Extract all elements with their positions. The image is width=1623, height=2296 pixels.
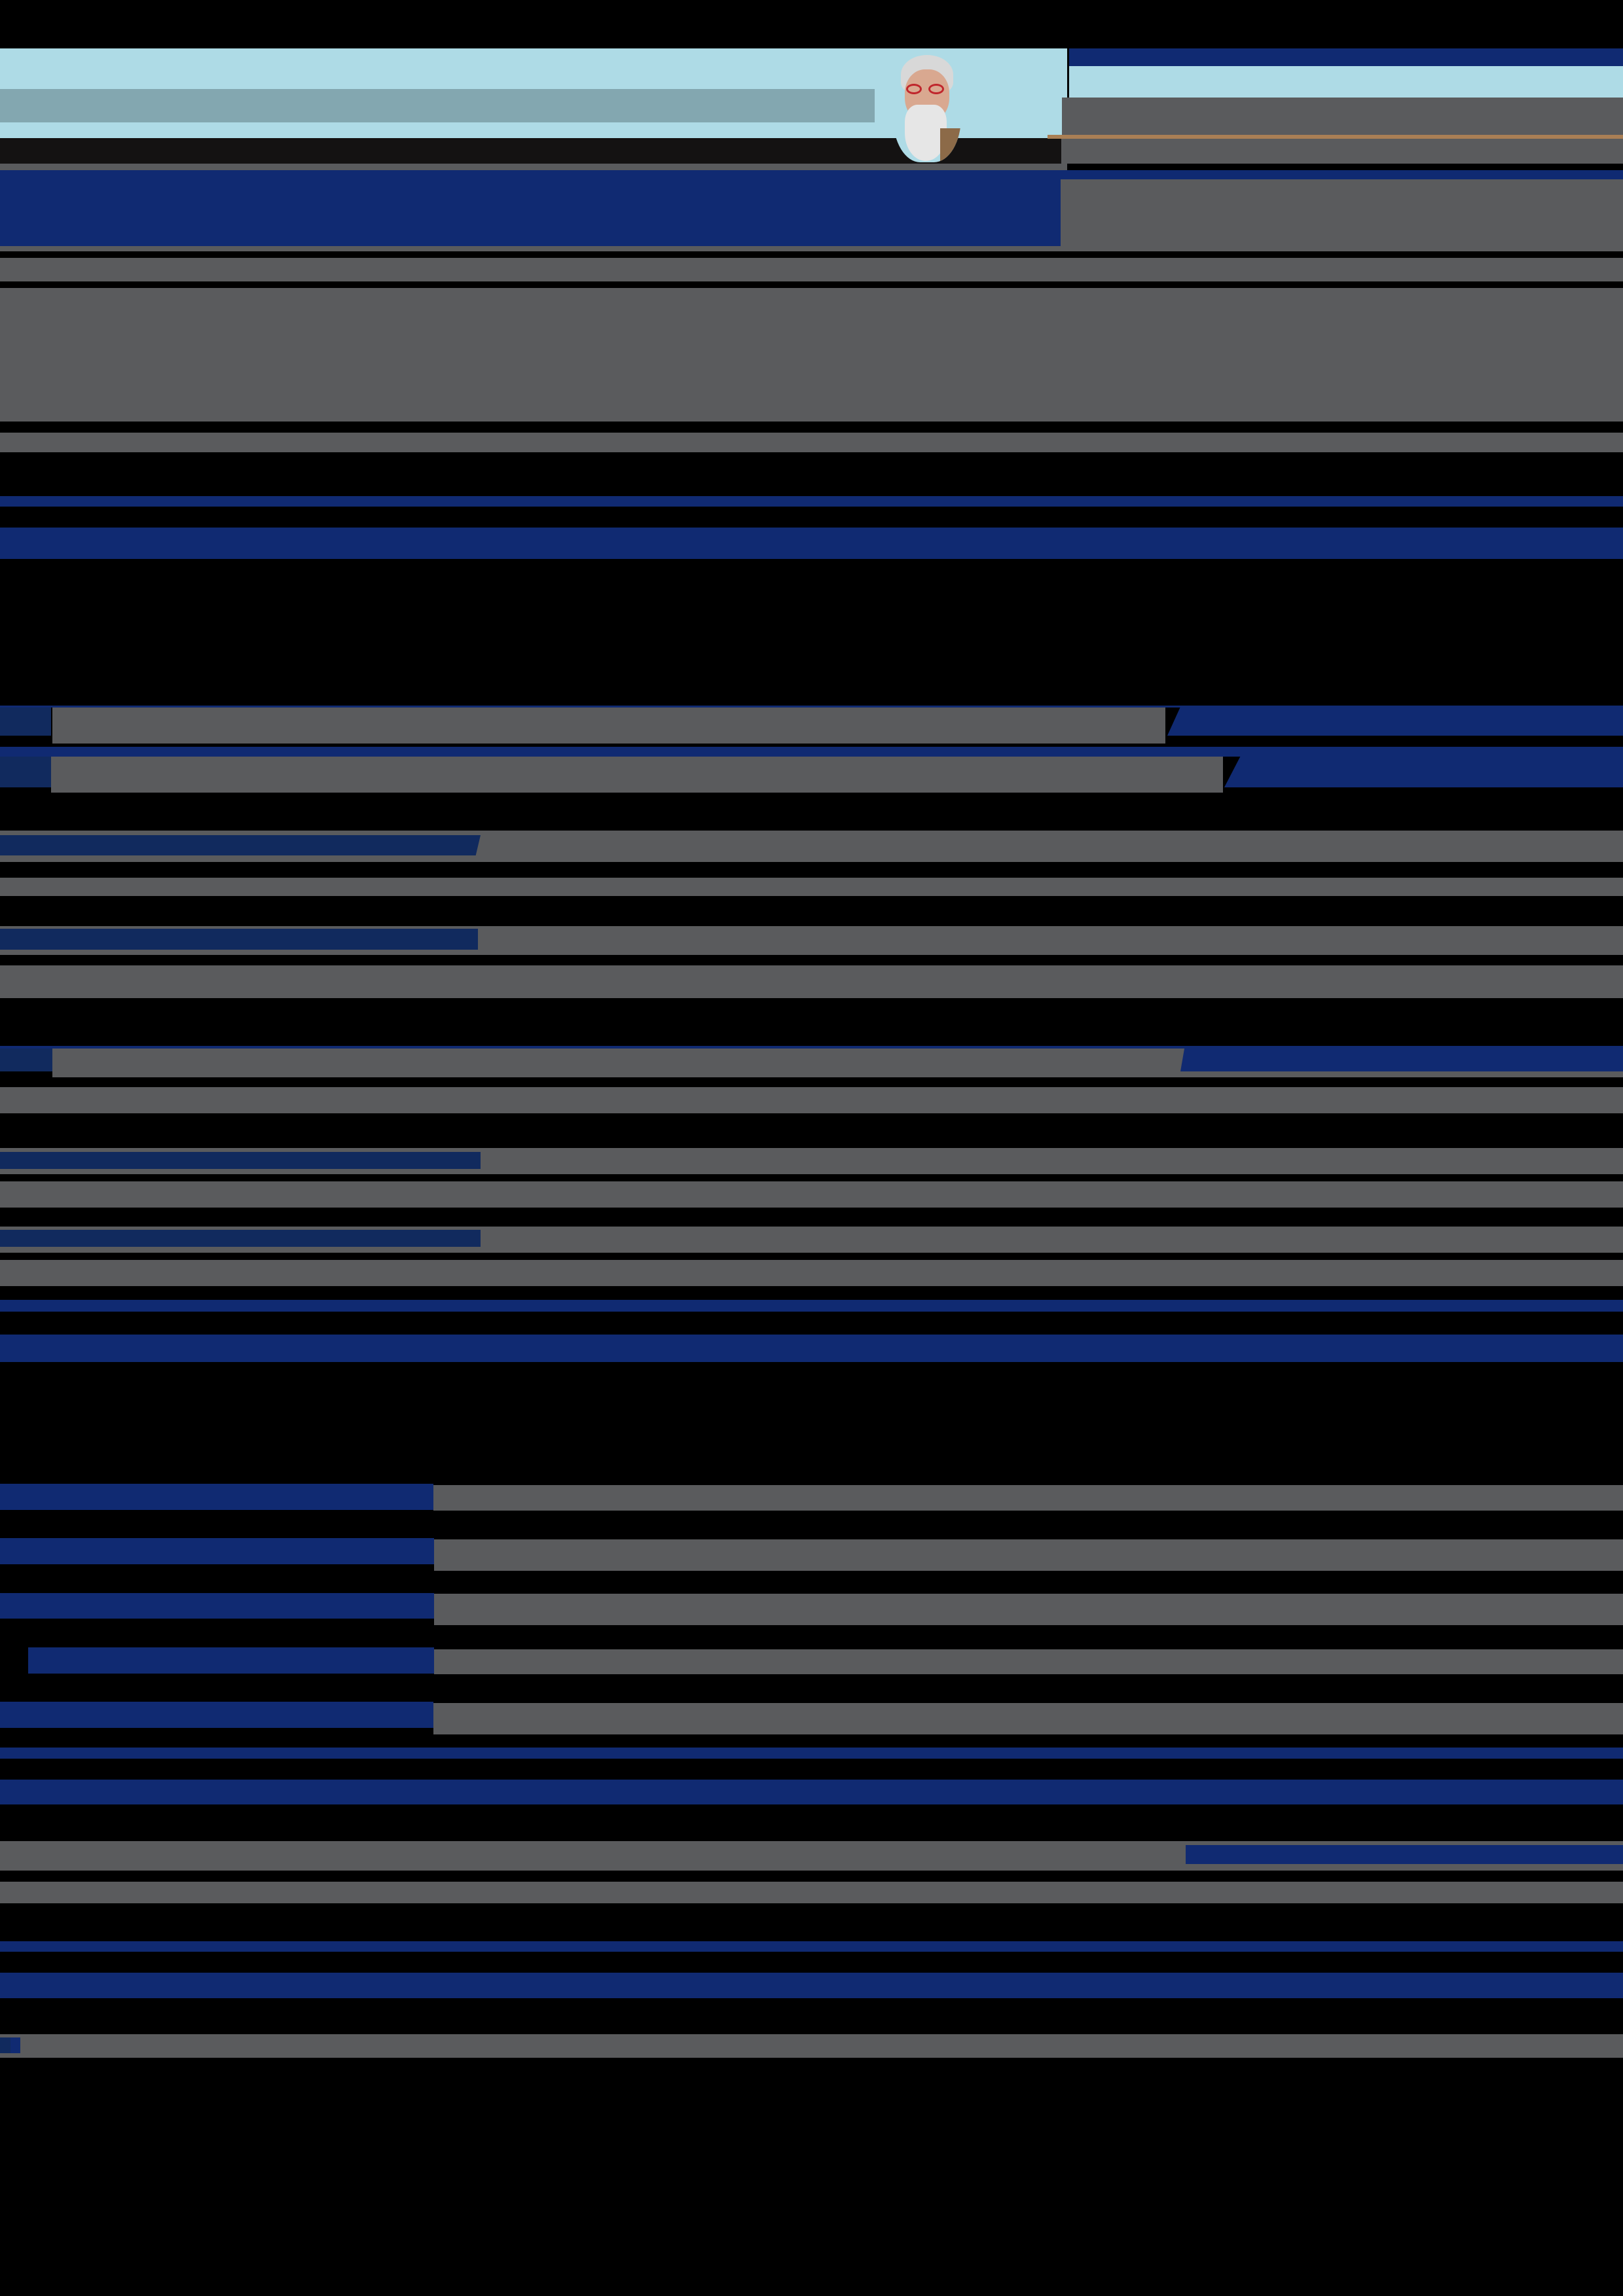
job-title-banner <box>0 170 1061 246</box>
job2-bullet-1-label <box>0 1152 481 1169</box>
job1-company <box>52 708 1165 744</box>
contact-line-phone[interactable] <box>1061 139 1623 164</box>
section-heading-education <box>0 1780 1623 1804</box>
section-rule-additional <box>0 1941 1623 1952</box>
skill-value-5 <box>433 1703 1623 1734</box>
additional-item-1 <box>0 2034 1623 2058</box>
section-heading-experience <box>0 528 1623 559</box>
header-divider <box>0 164 1067 170</box>
job1-bullet-2-label <box>0 929 478 950</box>
contact-line-link[interactable] <box>1061 212 1623 251</box>
section-rule-skills <box>0 1300 1623 1312</box>
skill-label-5 <box>0 1702 433 1728</box>
job1-bullet-1-text <box>0 878 1623 896</box>
education-dates <box>1186 1845 1623 1864</box>
job2-bullet-1-text <box>0 1181 1623 1208</box>
summary-line-1 <box>0 258 1623 281</box>
job1-bullet-1-label <box>0 835 481 855</box>
skill-label-3 <box>0 1593 434 1619</box>
job1-marker <box>0 708 51 736</box>
section-rule-experience <box>0 496 1623 507</box>
job1-role <box>51 757 1223 793</box>
summary-paragraph <box>0 288 1623 422</box>
job1-role-marker <box>0 757 51 787</box>
job1-dates <box>1167 706 1623 736</box>
job2-role <box>0 1087 1623 1113</box>
job2-bullet-2-label <box>0 1230 481 1247</box>
skill-value-3 <box>434 1594 1623 1625</box>
skill-label-1 <box>0 1484 433 1510</box>
additional-item-marker <box>0 2037 10 2053</box>
skill-value-1 <box>433 1485 1623 1511</box>
title-underline <box>0 246 1067 251</box>
skill-label-4 <box>28 1647 434 1674</box>
contact-top-bar <box>1069 48 1623 66</box>
contact-line-email[interactable] <box>1062 98 1623 135</box>
section-heading-additional <box>0 1973 1623 1998</box>
candidate-name <box>0 89 875 122</box>
job1-bullet-2-text <box>0 965 1623 998</box>
job1-role-bar <box>0 747 1623 757</box>
job2-dates <box>1180 1046 1623 1071</box>
photo-coat <box>940 128 961 162</box>
photo-glasses <box>905 84 949 94</box>
job2-bullet-2-text <box>0 1260 1623 1286</box>
profile-photo <box>893 50 961 162</box>
section-rule-education <box>0 1748 1623 1759</box>
education-school <box>0 1882 1623 1903</box>
skill-value-4 <box>434 1649 1623 1674</box>
contact-accent-bar <box>1048 170 1623 179</box>
additional-item-marker-2 <box>10 2037 20 2053</box>
skill-value-2 <box>434 1539 1623 1571</box>
job2-marker <box>0 1049 52 1071</box>
job1-location <box>1224 757 1623 787</box>
contact-line-location <box>1061 179 1623 212</box>
section-heading-skills <box>0 1335 1623 1362</box>
skill-label-2 <box>0 1538 434 1564</box>
summary-line-last <box>0 433 1623 452</box>
